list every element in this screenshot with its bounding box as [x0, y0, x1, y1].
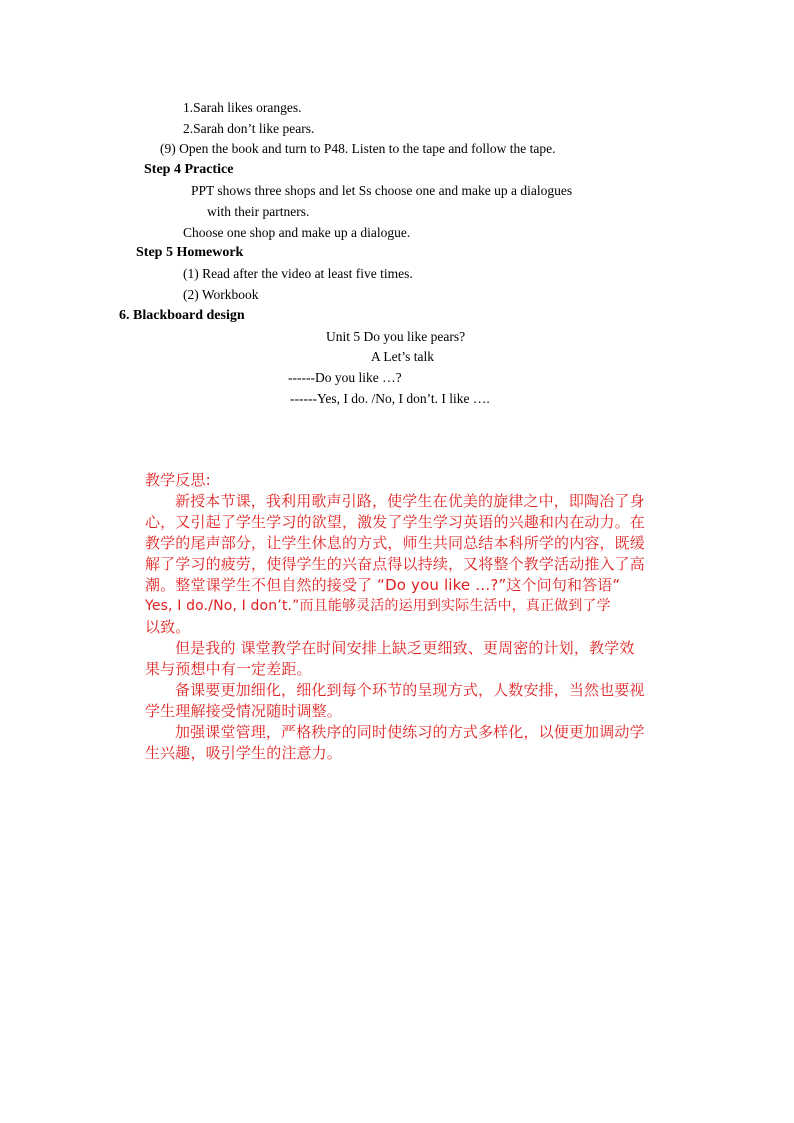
blackboard-line-4: ------Yes, I do. /No, I don’t. I like …. [290, 391, 490, 406]
reflection-line: 潮。整堂课学生不但自然的接受了 “Do you like …?”这个问句和答语“ [145, 576, 621, 594]
reflection-line: Yes, I do./No, I don’t.”而且能够灵活的运用到实际生活中，真正做到了学 [145, 598, 611, 614]
step4-line-1: PPT shows three shops and let Ss choose one and make up a dialogues [191, 183, 573, 198]
reflection-line: 但是我的 课堂教学在时间安排上缺乏更细致、更周密的计划，教学效 [175, 639, 635, 657]
step3-line-2: 2.Sarah don’t like pears. [183, 121, 315, 136]
step4-line-2: with their partners. [207, 204, 310, 219]
step3-line-3: (9) Open the book and turn to P48. Listen to the tape and follow the tape. [160, 141, 556, 156]
reflection-title: 教学反思: [145, 471, 211, 489]
reflection-line: 解了学习的疲劳，使得学生的兴奋点得以持续，又将整个教学活动推入了高 [145, 555, 645, 573]
blackboard-line-3: ------Do you like …? [288, 370, 402, 385]
reflection-line: 以致。 [145, 618, 191, 636]
reflection-line: 生兴趣，吸引学生的注意力。 [145, 744, 342, 762]
step5-item-2: (2) Workbook [183, 287, 259, 302]
blackboard-line-1: Unit 5 Do you like pears? [326, 329, 466, 344]
step4-heading: Step 4 Practice [144, 162, 234, 177]
reflection-line: 学生理解接受情况随时调整。 [145, 702, 342, 720]
step4-line-3: Choose one shop and make up a dialogue. [183, 225, 411, 240]
step3-line-1: 1.Sarah likes oranges. [183, 100, 302, 115]
reflection-line: 加强课堂管理，严格秩序的同时使练习的方式多样化，以便更加调动学 [175, 723, 645, 741]
reflection-line: 教学的尾声部分，让学生休息的方式，师生共同总结本科所学的内容，既缓 [145, 534, 645, 552]
step5-heading: Step 5 Homework [136, 245, 244, 260]
reflection-line: 新授本节课，我利用歌声引路，使学生在优美的旋律之中，即陶冶了身 [175, 492, 645, 510]
blackboard-line-2: A Let’s talk [371, 349, 434, 364]
reflection-line: 备课要更加细化，细化到每个环节的呈现方式，人数安排，当然也要视 [175, 681, 645, 699]
reflection-line: 果与预想中有一定差距。 [145, 660, 312, 678]
step5-item-1: (1) Read after the video at least five times. [183, 266, 413, 281]
blackboard-heading: 6. Blackboard design [119, 308, 245, 323]
reflection-line: 心，又引起了学生学习的欲望，激发了学生学习英语的兴趣和内在动力。在 [145, 513, 645, 531]
